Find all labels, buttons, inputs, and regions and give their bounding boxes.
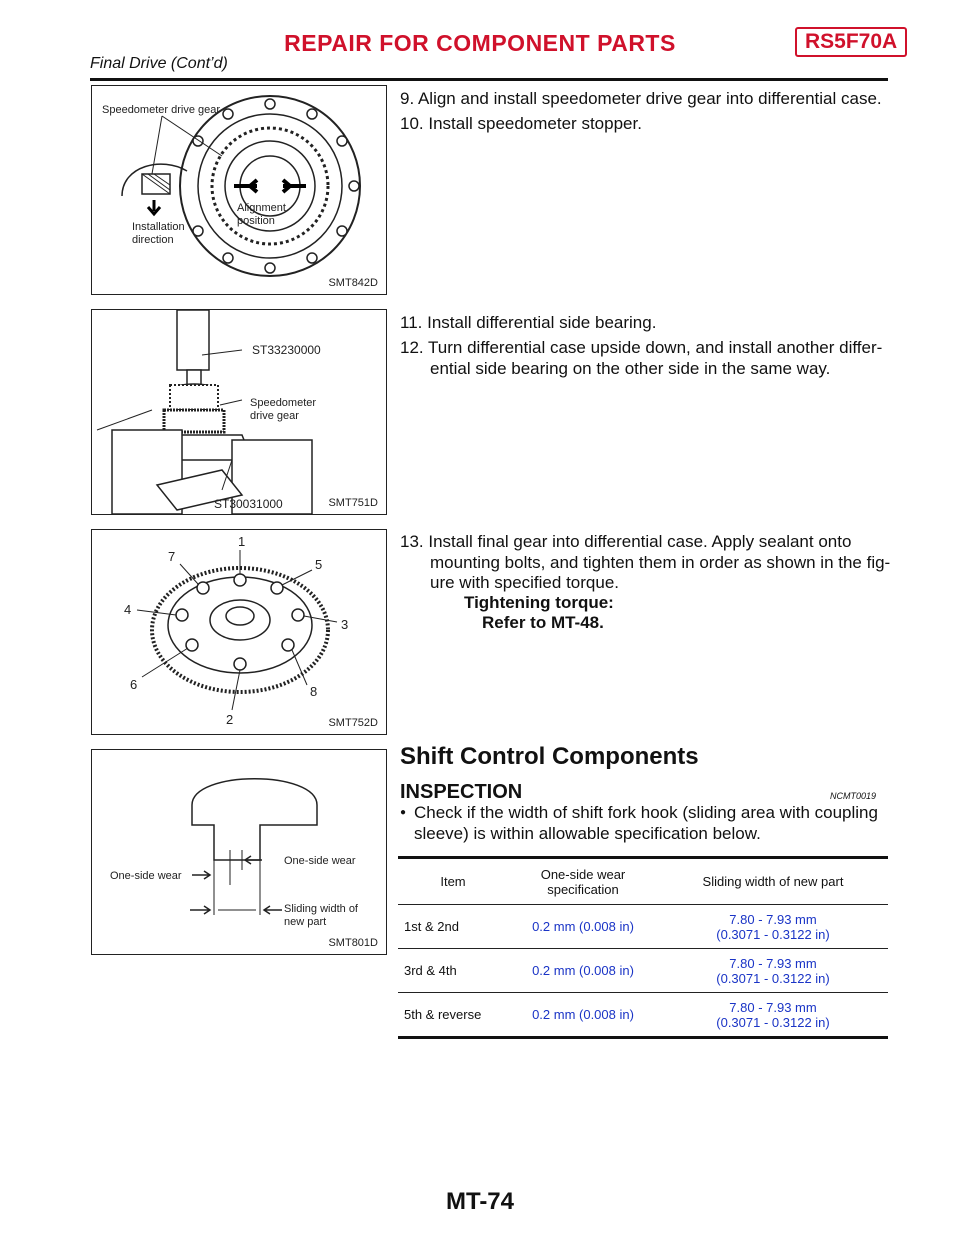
cell-width <box>658 905 888 949</box>
bolt-number-1: 1 <box>238 534 246 549</box>
figure-final-gear-bolt-order <box>91 529 387 735</box>
bullet-text-line1: Check if the width of shift fork hook (sliding area with coupling <box>414 803 878 822</box>
torque-label: Tightening torque: <box>464 593 614 612</box>
bolt-number-4: 4 <box>124 602 132 617</box>
header-divider <box>90 78 888 81</box>
table-row <box>398 993 888 1038</box>
bolt-number-2: 2 <box>226 712 234 727</box>
cell-width <box>658 993 888 1038</box>
bullet-icon: ● <box>400 807 407 818</box>
inspection-bullet <box>400 802 888 844</box>
step-12-line2: ential side bearing on the other side in the same way. <box>430 359 831 378</box>
step-13-line3: ure with specified torque. <box>430 573 619 592</box>
bolt-number-8: 8 <box>310 684 318 699</box>
col-header-width: Sliding width of new part <box>658 858 888 905</box>
cell-item: 3rd & 4th <box>398 949 508 993</box>
side-bearing-illustration <box>92 310 386 514</box>
cell-width-mm: 7.80 - 7.93 mm <box>729 999 817 1015</box>
bolt-number-6: 6 <box>130 677 138 692</box>
label-one-side-wear-right: One-side wear <box>284 855 356 867</box>
cell-width-in: (0.3071 - 0.3122 in) <box>716 926 830 942</box>
step-9: 9. Align and install speedometer drive gear into differential case. <box>400 89 882 108</box>
step-13-line1: 13. Install final gear into differential case. Apply sealant onto <box>400 532 852 551</box>
cell-item: 5th & reverse <box>398 993 508 1038</box>
final-gear-illustration <box>92 530 386 734</box>
figure-side-bearing-install <box>91 309 387 515</box>
cell-width-mm: 7.80 - 7.93 mm <box>729 911 817 927</box>
spec-table <box>398 856 888 1039</box>
figure-shift-fork-wear <box>91 749 387 955</box>
label-speedometer-drive-gear: Speedometer drive gear <box>102 104 221 116</box>
page-header-title: REPAIR FOR COMPONENT PARTS <box>284 30 676 56</box>
step-13-line2: mounting bolts, and tighten them in order as shown in the fig- <box>430 553 891 572</box>
table-row <box>398 905 888 949</box>
inspection-code: NCMT0019 <box>830 791 877 801</box>
label-one-side-wear-left: One-side wear <box>110 870 182 882</box>
col-header-wear: One-side wear specification <box>508 858 658 905</box>
table-header-row <box>398 858 888 905</box>
figure-code: SMT801D <box>328 937 378 949</box>
bolt-number-5: 5 <box>315 557 323 572</box>
page-number: MT-74 <box>445 1188 514 1215</box>
bolt-number-3: 3 <box>341 617 349 632</box>
cell-width-mm: 7.80 - 7.93 mm <box>729 955 817 971</box>
figure-speedometer-gear-alignment <box>91 85 387 295</box>
figure-code: SMT842D <box>328 277 378 289</box>
label-tool-st33230000: ST33230000 <box>252 343 321 357</box>
label-position: position <box>237 215 275 227</box>
label-tool-st30031000: ST30031000 <box>214 497 283 511</box>
torque-value: Refer to MT-48. <box>482 613 604 632</box>
cell-width-in: (0.3071 - 0.3122 in) <box>716 970 830 986</box>
label-new-part: new part <box>284 916 327 928</box>
label-drive-gear: drive gear <box>250 410 299 422</box>
model-badge: RS5F70A <box>795 27 907 57</box>
table-row <box>398 949 888 993</box>
bullet-text-line2: sleeve) is within allowable specification below. <box>414 824 761 843</box>
col-header-item: Item <box>398 858 508 905</box>
label-alignment: Alignment <box>237 202 286 214</box>
figure-code: SMT751D <box>328 497 378 509</box>
label-installation: Installation <box>132 221 185 233</box>
label-speedometer: Speedometer <box>250 397 317 409</box>
cell-width <box>658 949 888 993</box>
inspection-heading: INSPECTION <box>400 781 523 803</box>
step-10: 10. Install speedometer stopper. <box>400 114 642 133</box>
section-title: Shift Control Components <box>400 743 699 770</box>
cell-item: 1st & 2nd <box>398 905 508 949</box>
bolt-number-7: 7 <box>168 549 176 564</box>
label-direction: direction <box>132 234 174 246</box>
speedometer-gear-illustration <box>92 86 386 294</box>
figure-code: SMT752D <box>328 717 378 729</box>
step-11: 11. Install differential side bearing. <box>400 313 657 332</box>
shift-fork-illustration <box>92 750 386 954</box>
cell-wear: 0.2 mm (0.008 in) <box>508 905 658 949</box>
page-subtitle: Final Drive (Cont’d) <box>90 55 228 72</box>
label-sliding-width: Sliding width of <box>284 903 358 915</box>
cell-wear: 0.2 mm (0.008 in) <box>508 949 658 993</box>
step-12-line1: 12. Turn differential case upside down, and install another differ- <box>400 338 883 357</box>
cell-wear: 0.2 mm (0.008 in) <box>508 993 658 1038</box>
cell-width-in: (0.3071 - 0.3122 in) <box>716 1014 830 1030</box>
